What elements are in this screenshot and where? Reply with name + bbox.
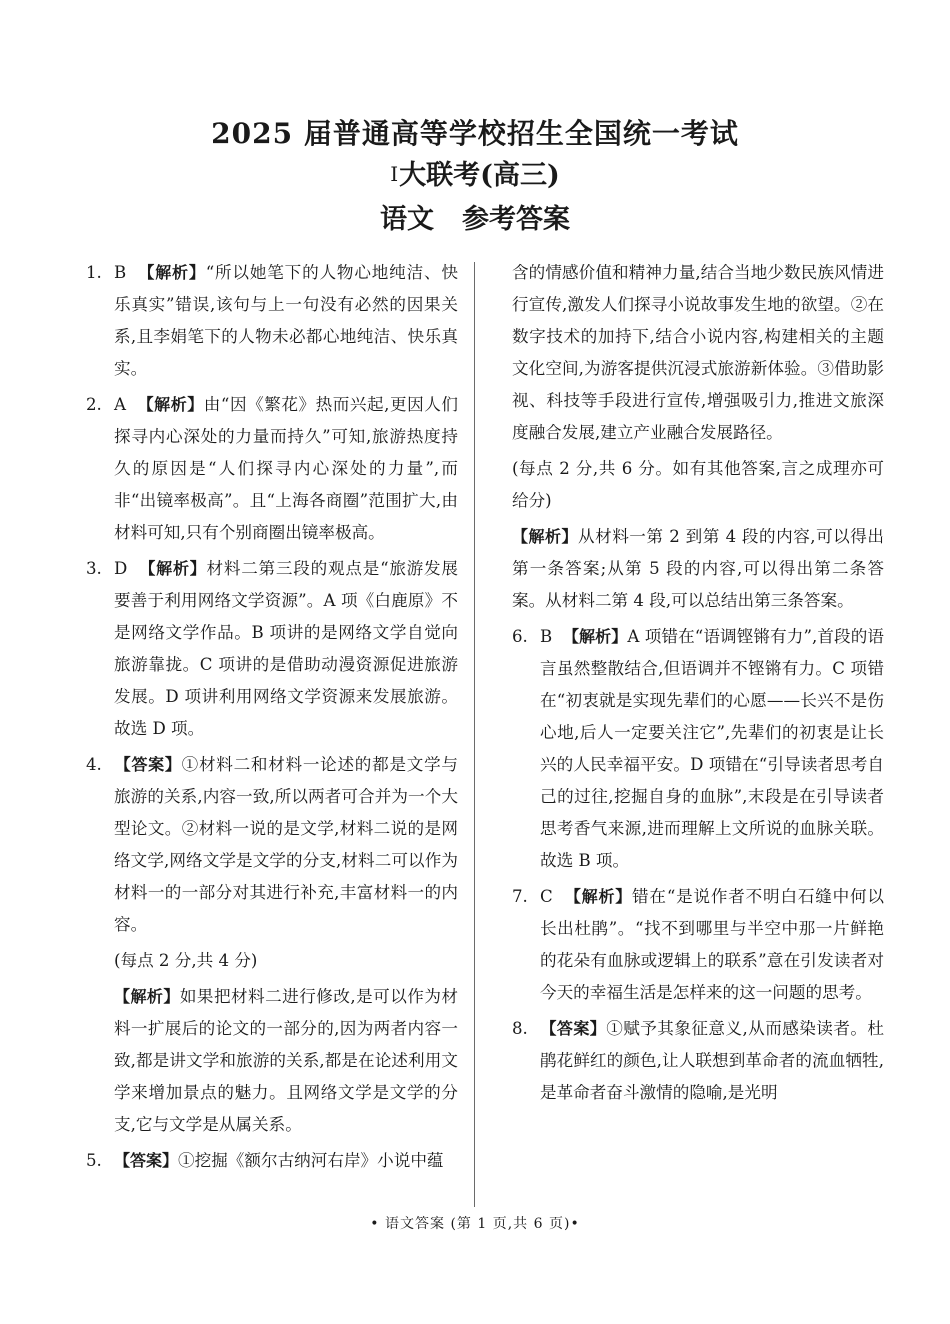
question-5	[86, 1145, 458, 1177]
question-number: 8.	[512, 1019, 528, 1038]
answer-tag: 【答案】	[114, 1151, 179, 1170]
question-number: 7.	[512, 887, 528, 906]
answer-tag: 【答案】	[114, 755, 182, 774]
question-number: 6.	[512, 627, 528, 646]
question-4-analysis	[86, 981, 458, 1141]
subtitle-text: 大联考(高三)	[399, 160, 560, 191]
doc-type-label: 参考答案	[462, 204, 570, 235]
question-number: 1.	[86, 263, 102, 282]
question-8	[512, 1013, 884, 1109]
analysis-text: 错在“是说作者不明白石缝中何以长出杜鹃”。“找不到哪里与半空中那一片鲜艳的花朵有血脉或逻辑上的联系”意在引发读者对今天的幸福生活是怎样来的这一问题的思考。	[540, 887, 884, 1002]
question-5-score: (每点 2 分,共 6 分。如有其他答案,言之成理亦可给分)	[512, 459, 884, 510]
question-7	[512, 881, 884, 1009]
answer-tag: 【答案】	[540, 1019, 607, 1038]
analysis-tag: 【解析】	[512, 527, 579, 546]
exam-title: 2025 届普通高等学校招生全国统一考试	[211, 117, 739, 150]
analysis-tag: 【解析】	[564, 887, 633, 906]
choice: B	[114, 263, 127, 282]
question-number: 3.	[86, 559, 102, 578]
question-5-continued: 含的情感价值和精神力量,结合当地少数民族风情进行宣传,激发人们探寻小说故事发生地的欲望。②在数字技术的加持下,结合小说内容,构建相关的主题文化空间,为游客提供沉浸式旅游新体验。③借助影视、科技等手段进行宣传,增强吸引力,推进文旅深度融合发展,建立产业融合发展路径。	[512, 263, 884, 442]
analysis-tag: 【解析】	[562, 627, 628, 646]
answer-text: ①赋予其象征意义,从而感染读者。杜鹃花鲜红的颜色,让人联想到革命者的流血牺牲,是革命者奋斗激情的隐喻,是光明	[540, 1019, 884, 1102]
answer-text: ①挖掘《额尔古纳河右岸》小说中蕴	[178, 1151, 444, 1170]
question-4-score: (每点 2 分,共 4 分)	[114, 951, 258, 970]
analysis-tag: 【解析】	[138, 263, 206, 282]
choice: A	[114, 395, 126, 414]
analysis-text: 由“因《繁花》热而兴起,更因人们探寻内心深处的力量而持久”可知,旅游热度持久的原因是“人们探寻内心深处的力量”,而非“出镜率极高”。且“上海各商圈”范围扩大,由材料可知,只有个别商圈出镜率极高。	[114, 395, 458, 542]
analysis-tag: 【解析】	[114, 987, 180, 1006]
question-2	[86, 389, 458, 549]
exam-subtitle	[0, 153, 950, 192]
document-title	[0, 197, 950, 236]
page-footer: • 语文答案 (第 1 页,共 6 页)•	[370, 1216, 580, 1232]
analysis-text: “所以她笔下的人物心地纯洁、快乐真实”错误,该句与上一句没有必然的因果关系,且李娟笔下的人物未必都心地纯洁、快乐真实。	[114, 263, 458, 378]
analysis-text: A 项错在“语调铿锵有力”,首段的语言虽然整散结合,但语调并不铿锵有力。C 项错在“初衷就是实现先辈们的心愿——长兴不是伤心地,后人一定要关注它”,先辈们的初衷是让长兴的人民幸福平安。D 项错在“引导读者思考自己的过往,挖掘自身的血脉”,末段是在引导读者思考香气来源,进而理解上文所说的血脉关联。故选 B 项。	[540, 627, 884, 870]
analysis-text: 材料二第三段的观点是“旅游发展要善于利用网络文学资源”。A 项《白鹿原》不是网络文学作品。B 项讲的是网络文学自觉向旅游靠拢。C 项讲的是借助动漫资源促进旅游发展。D 项讲利用网络文学资源来发展旅游。故选 D 项。	[114, 559, 458, 738]
choice: C	[540, 887, 553, 906]
analysis-tag: 【解析】	[139, 559, 207, 578]
choice: D	[114, 559, 128, 578]
question-number: 2.	[86, 395, 102, 414]
question-4	[86, 749, 458, 941]
answer-text: ①材料二和材料一论述的都是文学与旅游的关系,内容一致,所以两者可合并为一个大型论文。②材料一说的是文学,材料二说的是网络文学,网络文学是文学的分支,材料二可以作为材料一的一部分对其进行补充,丰富材料一的内容。	[114, 755, 458, 934]
question-number: 5.	[86, 1151, 102, 1170]
column-divider	[474, 262, 475, 1207]
question-3	[86, 553, 458, 745]
analysis-tag: 【解析】	[137, 395, 204, 414]
question-1	[86, 257, 458, 385]
subtitle-mark: I	[390, 162, 399, 186]
right-column	[512, 257, 884, 1113]
question-6	[512, 621, 884, 877]
question-number: 4.	[86, 755, 102, 774]
analysis-text: 如果把材料二进行修改,是可以作为材料一扩展后的论文的一部分的,因为两者内容一致,都是讲文学和旅游的关系,都是在论述利用文学来增加景点的魅力。且网络文学是文学的分支,它与文学是从属关系。	[114, 987, 458, 1134]
subject-label: 语文	[380, 204, 434, 235]
question-5-analysis	[512, 521, 884, 617]
left-column	[86, 257, 458, 1181]
analysis-text: 从材料一第 2 到第 4 段的内容,可以得出第一条答案;从第 5 段的内容,可以得出第二条答案。从材料二第 4 段,可以总结出第三条答案。	[512, 527, 884, 610]
choice: B	[540, 627, 553, 646]
